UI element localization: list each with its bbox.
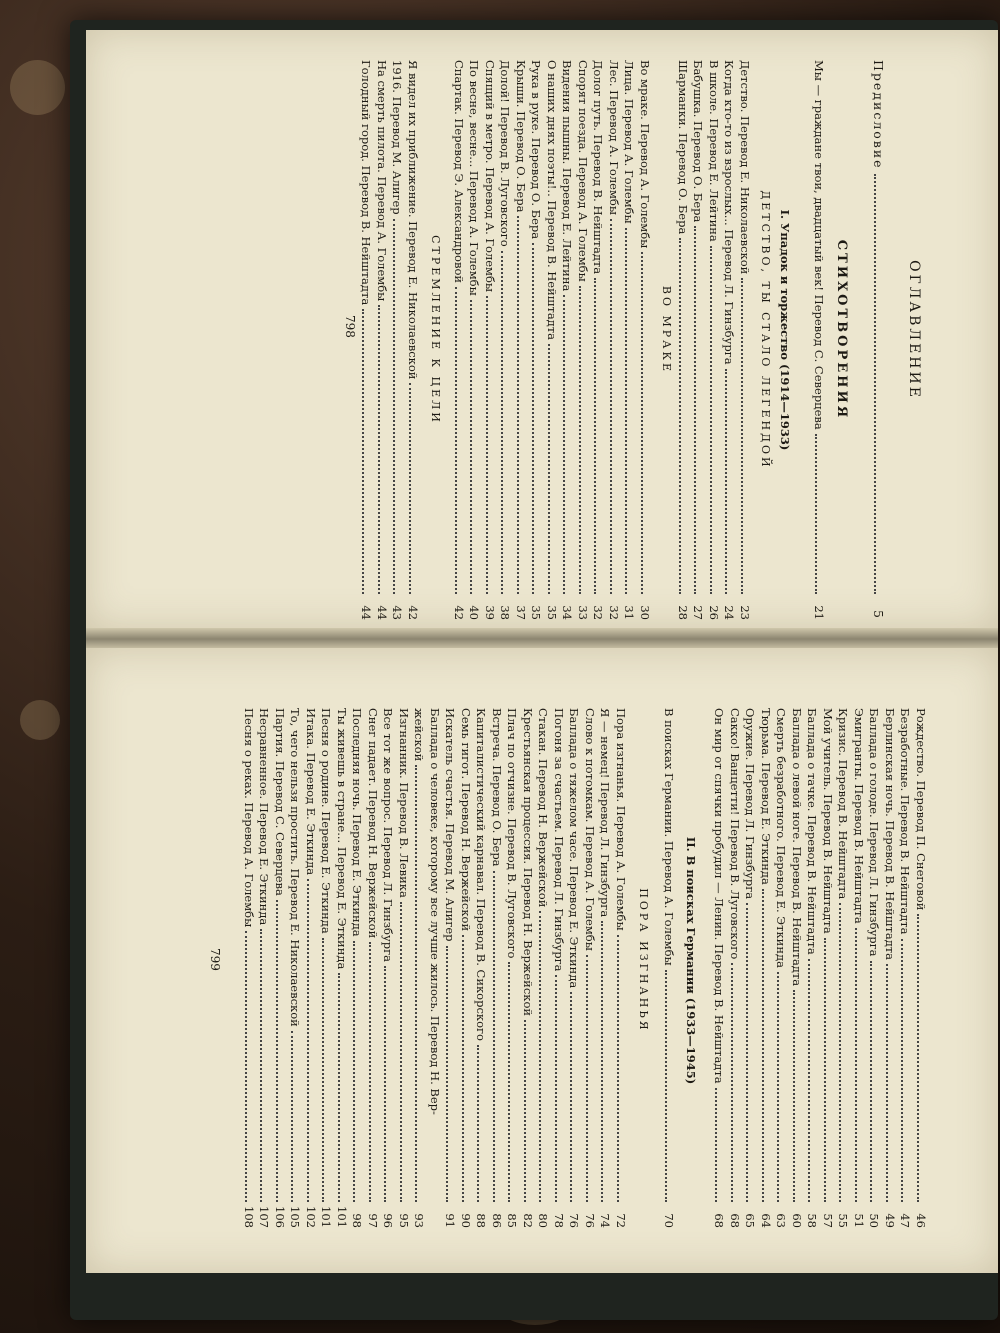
toc-entry-page: 38 <box>498 605 513 620</box>
dot-leader <box>586 955 588 1202</box>
toc-entry-title: Детство. Перевод Е. Николаевской <box>738 60 752 275</box>
toc-entry <box>605 60 621 620</box>
toc-entry <box>442 708 458 1228</box>
toc-entry-title: Плач по отчизне. Перевод В. Луговского <box>505 708 520 959</box>
toc-entry-title: Изгнанник. Перевод В. Левика <box>396 708 411 898</box>
toc-entry-title: 1916. Перевод М. Алигер <box>390 60 405 215</box>
toc-entry-page: 96 <box>381 1213 396 1228</box>
toc-entry-title: Долой! Перевод В. Луговского <box>498 60 513 247</box>
toc-entry <box>636 60 652 620</box>
dot-leader <box>641 252 643 594</box>
dot-leader <box>493 871 495 1202</box>
toc-entry-page: 51 <box>851 1213 866 1228</box>
toc-entry-title: Баллада о левой ноге. Перевод В. Нейштадта <box>789 708 804 987</box>
toc-entry-page: 37 <box>513 605 528 620</box>
toc-entry-title: Баллада о тяжелом часе. Перевод Е. Эткинда <box>567 708 582 989</box>
dot-leader <box>455 287 457 594</box>
toc-entry-title: Когда кто-то из взрослых... Перевод Л. Гинзбурга <box>722 60 737 365</box>
goal-heading: СТРЕМЛЕНИЕ К ЦЕЛИ <box>429 235 442 425</box>
toc-entry-title: Встреча. Перевод О. Бера <box>489 708 504 867</box>
toc-entry-page: 101 <box>319 1206 334 1228</box>
toc-entry <box>256 708 272 1228</box>
dot-leader <box>353 941 355 1202</box>
toc-entry-page: 98 <box>350 1213 365 1228</box>
toc-entry-page: 90 <box>458 1213 473 1228</box>
toc-entry-title: Слово к потомкам. Перевод А. Голембы <box>582 708 597 951</box>
toc-entry-title: Тюрьма. Перевод Е. Эткинда <box>758 708 773 885</box>
toc-entry <box>566 708 582 1228</box>
toc-entry-page: 76 <box>567 1213 582 1228</box>
dot-leader <box>824 938 826 1202</box>
dot-leader <box>539 911 541 1202</box>
preface-entry: Предисловие 5 <box>871 60 886 620</box>
toc-entry-page: 108 <box>241 1206 256 1228</box>
dot-leader <box>762 889 764 1202</box>
toc-entry-title: На смерть пилота. Перевод А. Голембы <box>374 60 389 302</box>
toc-entry <box>512 60 528 620</box>
dot-leader <box>777 972 779 1202</box>
page-number-798: 798 <box>343 315 357 338</box>
toc-entry-title: Крыши. Перевод О. Бера <box>513 60 528 213</box>
toc-entry-page: 106 <box>272 1206 287 1228</box>
toc-entry <box>612 708 628 1228</box>
dot-leader <box>679 238 681 594</box>
dot-leader <box>886 964 888 1202</box>
right-page <box>86 648 998 1273</box>
toc-entry <box>504 708 520 1228</box>
toc-entry <box>590 60 606 620</box>
toc-entry-page: 44 <box>359 605 374 620</box>
childhood-heading: ДЕТСТВО, ТЫ СТАЛО ЛЕГЕНДОЙ <box>759 190 772 470</box>
toc-entry <box>581 708 597 1228</box>
toc-entry <box>597 708 613 1228</box>
toc-entry <box>550 708 566 1228</box>
toc-entry-page: 30 <box>638 605 652 620</box>
dot-leader <box>378 305 380 594</box>
dot-leader <box>245 931 247 1202</box>
dot-leader <box>477 1045 479 1202</box>
toc-entry <box>358 60 374 620</box>
toc-entry <box>574 60 590 620</box>
toc-entry-page: 46 <box>914 1213 928 1228</box>
toc-entry <box>705 60 721 620</box>
toc-entry-page: 32 <box>591 605 606 620</box>
toc-entry <box>457 708 473 1228</box>
toc-entry-page: 91 <box>443 1213 458 1228</box>
toc-entry-title: Песня о реках. Перевод А. Голембы <box>241 708 256 928</box>
toc-entry-title: Пора изгнанья. Перевод А. Голембы <box>614 708 628 931</box>
toc-entry-title: Искатель счастья. Перевод М. Алигер <box>443 708 458 942</box>
dot-leader <box>855 928 857 1202</box>
toc-entry-page: 78 <box>551 1213 566 1228</box>
dot-leader <box>570 992 572 1202</box>
toc-entry-page: 101 <box>334 1206 349 1228</box>
toc-entry-page: 47 <box>898 1213 913 1228</box>
toc-entry <box>318 708 334 1228</box>
toc-entry-title: Оружие. Перевод Л. Гинзбурга <box>743 708 758 900</box>
toc-entry <box>240 708 256 1228</box>
dot-leader <box>741 278 743 594</box>
toc-entry-title: Бабушка. Перевод О. Бера <box>691 60 706 223</box>
toc-entry-page: 68 <box>712 1213 727 1228</box>
toc-entry <box>519 708 535 1228</box>
toc-entry-page: 102 <box>303 1206 318 1228</box>
toc-entry-page: 35 <box>544 605 559 620</box>
dot-leader <box>601 921 603 1202</box>
left-page <box>86 30 998 630</box>
toc-entry-page: 97 <box>365 1213 380 1228</box>
toc-entry-page: 85 <box>505 1213 520 1228</box>
toc-entry <box>271 708 287 1228</box>
toc-entry-page: 40 <box>467 605 482 620</box>
dot-leader <box>579 286 581 594</box>
toc-entry <box>389 60 405 620</box>
toc-entry-title: Лица. Перевод А. Голембы <box>622 60 637 224</box>
toc-entry-title: Снег падает. Перевод Н. Вержейской <box>365 708 380 939</box>
toc-entry <box>450 60 466 620</box>
toc-entry-title: Безработные. Перевод В. Нейштадта <box>898 708 913 935</box>
toc-entry-page: 27 <box>691 605 706 620</box>
toc-entry-page: 60 <box>789 1213 804 1228</box>
section-1-title: I. Упадок и торжество (1914—1933) <box>778 209 792 451</box>
childhood-list <box>674 60 752 620</box>
dot-leader <box>715 1088 717 1202</box>
toc-entry <box>488 708 504 1228</box>
toc-entry <box>757 708 773 1228</box>
poems-heading: СТИХОТВОРЕНИЯ <box>834 239 849 421</box>
toc-entry-page: 72 <box>614 1213 628 1228</box>
toc-entry-title: Голодный город. Перевод В. Нейштадта <box>359 60 374 306</box>
toc-entry <box>349 708 365 1228</box>
toc-entry-page: 49 <box>882 1213 897 1228</box>
toc-entry-title: Долог путь. Перевод В. Нейштадта <box>591 60 606 275</box>
toc-entry-title: Итака. Перевод Е. Эткинда <box>303 708 318 876</box>
toc-entry <box>621 60 637 620</box>
dot-leader <box>276 900 278 1202</box>
exile-heading: ПОРА ИЗГНАНЬЯ <box>637 888 650 1033</box>
toc-entry-title: Шарманки. Перевод О. Бера <box>675 60 690 235</box>
toc-entry <box>788 708 804 1228</box>
toc-entry-page: 43 <box>390 605 405 620</box>
toc-entry-page: 105 <box>288 1206 303 1228</box>
dot-leader <box>839 903 841 1202</box>
toc-entry-page: 35 <box>529 605 544 620</box>
toc-entry-title: Я — немец! Перевод Л. Гинзбурга <box>598 708 613 918</box>
dot-leader <box>610 219 612 594</box>
dot-leader <box>901 939 903 1203</box>
toc-entry-page: 42 <box>406 605 420 620</box>
dot-leader <box>322 938 324 1202</box>
dot-leader <box>517 216 519 594</box>
toc-entry-page: 88 <box>474 1213 489 1228</box>
toc-entry-title: жейской <box>412 708 427 762</box>
toc-entry-page: 74 <box>598 1213 613 1228</box>
toc-entry <box>404 60 420 620</box>
dot-leader <box>532 243 534 594</box>
toc-entry <box>819 708 835 1228</box>
toc-entry-title: По весне, весне... Перевод А. Голембы <box>467 60 482 296</box>
toc-entry-title: Мой учитель. Перевод В. Нейштадта <box>820 708 835 934</box>
toc-entry-title: Капиталистический карнавал. Перевод В. Сикорского <box>474 708 489 1041</box>
dot-leader <box>260 929 262 1202</box>
dot-leader <box>548 344 550 594</box>
toc-entry <box>497 60 513 620</box>
dark-list <box>450 60 652 620</box>
toc-entry <box>364 708 380 1228</box>
toc-entry-page: 44 <box>374 605 389 620</box>
toc-entry <box>481 60 497 620</box>
dot-leader <box>508 962 510 1202</box>
toc-entry-page: 26 <box>706 605 721 620</box>
toc-entry-title: Спартак. Перевод Э. Александровой <box>451 60 466 284</box>
dot-leader <box>470 300 472 594</box>
toc-entry <box>881 708 897 1228</box>
toc-entry <box>473 708 489 1228</box>
intro-entry: Мы — граждане твои, двадцатый век! Перевод С. Северцева 21 <box>812 60 826 620</box>
dot-leader <box>917 914 919 1202</box>
dot-leader <box>594 278 596 594</box>
toc-entry-page: 86 <box>489 1213 504 1228</box>
section-2-title: II. В поисках Германии (1933—1945) <box>684 836 698 1085</box>
dark-heading: ВО МРАКЕ <box>660 285 673 375</box>
dot-leader <box>486 296 488 594</box>
toc-entry-title: Сакко! Ванцетти! Перевод В. Луговского <box>727 708 742 960</box>
toc-entry-title: Лес. Перевод А. Голембы <box>606 60 621 215</box>
toc-entry-page: 93 <box>412 1213 427 1228</box>
continued-list <box>711 708 928 1228</box>
toc-entry-page: 28 <box>675 605 690 620</box>
toc-entry-page: 55 <box>836 1213 851 1228</box>
dot-leader <box>694 226 696 594</box>
dot-leader <box>710 246 712 594</box>
toc-entry <box>736 60 752 620</box>
dot-leader <box>409 383 411 594</box>
toc-entry <box>866 708 882 1228</box>
dot-leader <box>501 251 503 594</box>
dot-leader <box>731 963 733 1202</box>
contents-title: ОГЛАВЛЕНИЕ <box>906 260 922 400</box>
toc-entry <box>528 60 544 620</box>
toc-entry-page: 68 <box>727 1213 742 1228</box>
dot-leader <box>446 946 448 1202</box>
toc-entry <box>711 708 727 1228</box>
toc-entry-page: 80 <box>536 1213 551 1228</box>
dot-leader <box>725 369 727 594</box>
toc-entry-page: 65 <box>743 1213 758 1228</box>
page-number-799: 799 <box>208 948 222 971</box>
dot-leader <box>400 902 402 1202</box>
toc-entry <box>742 708 758 1228</box>
toc-entry-title: Спящий в метро. Перевод А. Голембы <box>482 60 497 293</box>
toc-entry-page: 33 <box>575 605 590 620</box>
toc-entry-page: 32 <box>606 605 621 620</box>
toc-entry-title: Кризис. Перевод В. Нейштадта <box>836 708 851 900</box>
dot-leader <box>338 973 340 1202</box>
dot-leader <box>746 903 748 1202</box>
toc-entry <box>302 708 318 1228</box>
toc-entry-page: 50 <box>867 1213 882 1228</box>
toc-entry-page: 39 <box>482 605 497 620</box>
dot-leader <box>415 765 417 1202</box>
toc-entry-title: Партия. Перевод С. Северцева <box>272 708 287 896</box>
toc-entry-page: 76 <box>582 1213 597 1228</box>
toc-entry <box>287 708 303 1228</box>
exile-list <box>240 708 628 1228</box>
toc-entry <box>380 708 396 1228</box>
toc-entry <box>559 60 575 620</box>
toc-entry-page: 34 <box>560 605 575 620</box>
dot-leader <box>793 990 795 1202</box>
toc-entry-title: В школе. Перевод Е. Лейтина <box>706 60 721 242</box>
toc-entry <box>850 708 866 1228</box>
dot-leader <box>362 309 364 594</box>
dot-leader <box>384 966 386 1202</box>
dot-leader <box>369 942 371 1202</box>
dot-leader <box>462 935 464 1202</box>
toc-entry-page: 82 <box>520 1213 535 1228</box>
toc-entry-page: 95 <box>396 1213 411 1228</box>
dot-leader <box>563 295 565 594</box>
toc-entry <box>726 708 742 1228</box>
toc-entry <box>333 708 349 1228</box>
book-gutter <box>86 628 998 650</box>
dot-leader <box>307 879 309 1202</box>
toc-entry-title: О наших днях поэты!.. Перевод В. Нейштадта <box>544 60 559 340</box>
toc-entry-page: 107 <box>257 1206 272 1228</box>
preface-block <box>869 60 886 620</box>
toc-entry-title: Смерть безработного. Перевод Е. Эткинда <box>774 708 789 968</box>
toc-entry-page: 24 <box>722 605 737 620</box>
dot-leader <box>393 219 395 594</box>
dot-leader <box>617 935 619 1202</box>
dot-leader <box>870 961 872 1202</box>
toc-entry-title: Видения пышны. Перевод Е. Лейтина <box>560 60 575 292</box>
toc-entry-title: Баллада о голоде. Перевод Л. Гинзбурга <box>867 708 882 957</box>
toc-entry-title: Баллада о человеке, которому все лучше жилось. Перевод Н. Вер- <box>427 708 442 1115</box>
toc-entry <box>373 60 389 620</box>
toc-entry-title: Рождество. Перевод П. Снеговой <box>914 708 928 911</box>
toc-entry-title: Ты живешь в стране... Перевод Е. Эткинда <box>334 708 349 970</box>
goal-list <box>358 60 420 620</box>
toc-entry-title: Последняя ночь. Перевод Е. Эткинда <box>350 708 365 937</box>
dot-leader <box>291 1031 293 1202</box>
germany-entry: В поисках Германии. Перевод А. Голембы 70 <box>662 708 676 1228</box>
dot-leader <box>808 959 810 1202</box>
toc-entry <box>543 60 559 620</box>
dot-leader <box>625 228 627 594</box>
toc-entry-page: 57 <box>820 1213 835 1228</box>
toc-entry <box>426 708 442 1228</box>
toc-entry-title: Он мир от спячки пробудил — Ленин. Перевод В. Нейштадта <box>712 708 727 1084</box>
toc-entry <box>395 708 411 1228</box>
toc-entry <box>690 60 706 620</box>
toc-entry <box>721 60 737 620</box>
toc-entry-page: 58 <box>805 1213 820 1228</box>
dot-leader <box>524 1020 526 1202</box>
toc-entry <box>897 708 913 1228</box>
toc-entry <box>804 708 820 1228</box>
toc-entry-title: Рука в руке. Перевод О. Бера <box>529 60 544 240</box>
toc-entry-title: Семь гигот. Перевод Н. Вержейской <box>458 708 473 932</box>
toc-entry-title: Несравненное. Перевод Е. Эткинда <box>257 708 272 926</box>
toc-entry-title: Погоня за счастьем. Перевод Л. Гинзбурга <box>551 708 566 972</box>
toc-entry-page: 31 <box>622 605 637 620</box>
toc-entry <box>466 60 482 620</box>
toc-entry <box>674 60 690 620</box>
toc-entry-page: 23 <box>738 605 752 620</box>
toc-entry-title: Во мраке. Перевод А. Голембы <box>638 60 652 249</box>
toc-entry-title: Песня о родине. Перевод Е. Эткинда <box>319 708 334 934</box>
toc-entry-page: 63 <box>774 1213 789 1228</box>
toc-entry <box>411 708 427 1228</box>
toc-entry-title: Крестьянская процессия. Перевод Н. Вержейской <box>520 708 535 1017</box>
toc-entry-title: Спорят поезда. Перевод А. Голембы <box>575 60 590 282</box>
toc-entry-page: 64 <box>758 1213 773 1228</box>
toc-entry <box>773 708 789 1228</box>
toc-entry-title: Берлинская ночь. Перевод В. Нейштадта <box>882 708 897 961</box>
toc-entry-title: Стакан. Перевод Н. Вержейской <box>536 708 551 908</box>
toc-entry-title: Я видел их приближение. Перевод Е. Николаевской <box>406 60 420 380</box>
toc-entry <box>535 708 551 1228</box>
toc-entry <box>912 708 928 1228</box>
dot-leader <box>555 975 557 1202</box>
toc-entry-title: То, чего нельзя простить. Перевод Е. Николаевской <box>288 708 303 1027</box>
toc-entry-title: Баллада о тачке. Перевод В. Нейштадта <box>805 708 820 955</box>
toc-entry-title: Все тот же вопрос. Перевод Л. Гинзбурга <box>381 708 396 962</box>
toc-entry <box>835 708 851 1228</box>
toc-entry-title: Эмигранты. Перевод В. Нейштадта <box>851 708 866 924</box>
toc-entry-page: 42 <box>451 605 466 620</box>
